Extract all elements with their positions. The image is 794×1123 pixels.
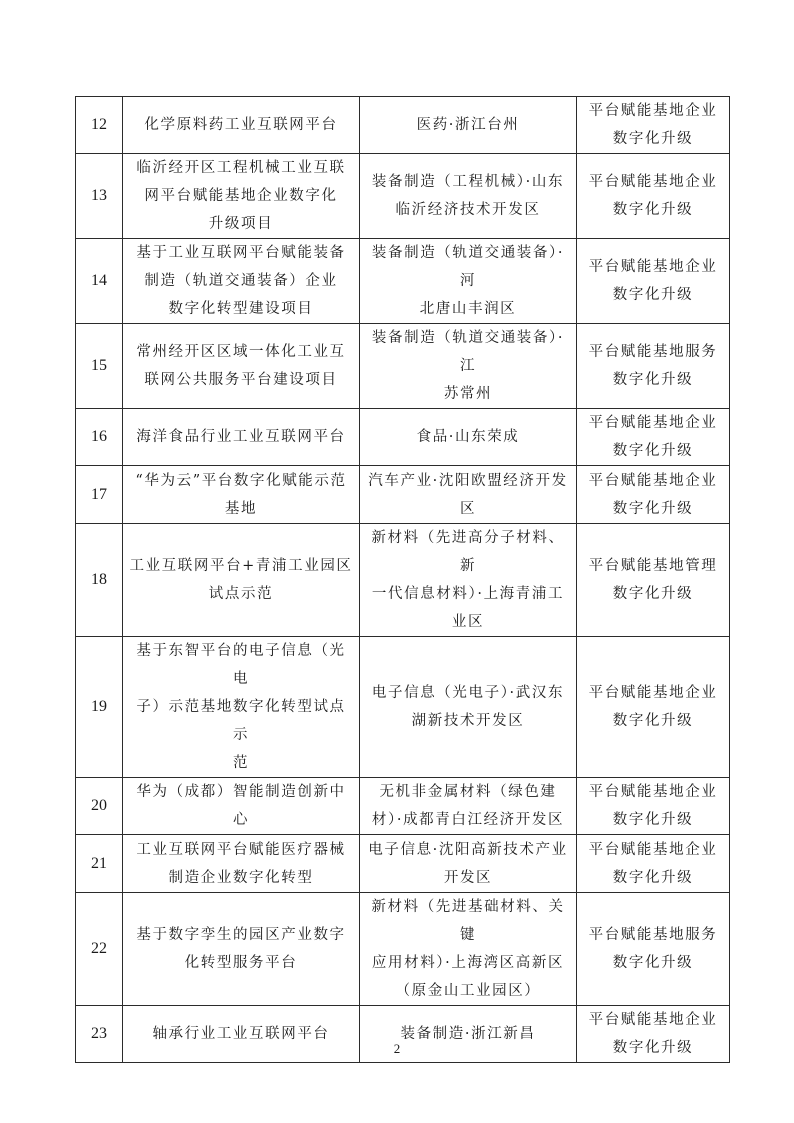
cell-text-line: 电子信息·沈阳高新技术产业 [368, 841, 568, 858]
cell-text-line: 电子信息（光电子）·武汉东 [371, 685, 565, 701]
cell-text-line: 数字化升级 [612, 812, 694, 828]
cell-text-line: 子）示范基地数字化转型试点示 [136, 699, 346, 743]
cell-text-line: 汽车产业·沈阳欧盟经济开发 [368, 472, 568, 489]
cell-text-line: 湖新技术开发区 [411, 713, 525, 729]
cell-text-line: 数字化升级 [612, 713, 694, 729]
cell-text-line: 平台赋能基地服务 [588, 927, 718, 943]
project-type-cell [577, 893, 730, 1006]
project-type-cell [577, 524, 730, 637]
table-row [76, 154, 730, 239]
row-number: 18 [76, 524, 123, 637]
project-type-cell [577, 154, 730, 239]
cell-text-line: （原金山工业园区） [395, 983, 541, 999]
cell-text-line: 业区 [451, 614, 485, 630]
cell-text-line: 临沂经济技术开发区 [395, 202, 541, 218]
cell-text-line: 平台赋能基地企业 [588, 103, 718, 119]
cell-text-line: “华为云”平台数字化赋能示范 [135, 472, 347, 489]
project-type-cell [577, 637, 730, 778]
cell-text-line: 轴承行业工业互联网平台 [152, 1026, 330, 1042]
industry-location-cell [360, 409, 577, 466]
table-row [76, 524, 730, 637]
cell-text-line: 联网公共服务平台建设项目 [144, 372, 338, 388]
project-name-cell [123, 239, 360, 324]
cell-text-line: 平台赋能基地企业 [588, 415, 718, 431]
cell-text-line: 临沂经开区工程机械工业互联 [136, 160, 346, 176]
project-name-cell [123, 154, 360, 239]
cell-text-line: 应用材料）·上海湾区高新区 [371, 955, 565, 971]
row-number: 22 [76, 893, 123, 1006]
row-number: 17 [76, 466, 123, 524]
page-number: 2 [393, 1041, 401, 1056]
project-name-cell [123, 637, 360, 778]
table-body [76, 97, 730, 1063]
table-row [76, 97, 730, 154]
cell-text-line: 数字化转型建设项目 [168, 301, 314, 317]
project-name-cell [123, 409, 360, 466]
cell-text-line: 数字化升级 [612, 1040, 694, 1056]
table-row [76, 778, 730, 835]
cell-text-line: 海洋食品行业工业互联网平台 [136, 429, 346, 445]
cell-text-line: 数字化升级 [612, 372, 694, 388]
row-number: 14 [76, 239, 123, 324]
cell-text-line: 平台赋能基地企业 [588, 174, 718, 190]
cell-text-line: 装备制造（轨道交通装备）·河 [371, 245, 565, 289]
cell-text-line: 平台赋能基地企业 [588, 685, 718, 701]
cell-text-line: 新材料（先进基础材料、关键 [371, 899, 565, 943]
cell-text-line: 区 [459, 500, 477, 517]
cell-text-line: 平台赋能基地管理 [588, 558, 718, 574]
cell-text-line: 华为（成都）智能制造创新中心 [136, 784, 346, 828]
row-number: 13 [76, 154, 123, 239]
table-row [76, 893, 730, 1006]
project-type-cell [577, 466, 730, 524]
project-name-cell [123, 466, 360, 524]
cell-text-line: 常州经开区区域一体化工业互 [136, 344, 346, 360]
table-row [76, 239, 730, 324]
industry-location-cell [360, 524, 577, 637]
row-number: 21 [76, 835, 123, 893]
cell-text-line: 材）·成都青白江经济开发区 [371, 812, 565, 828]
cell-text-line: 数字化升级 [612, 586, 694, 602]
cell-text-line: 制造（轨道交通装备）企业 [144, 273, 338, 289]
cell-text-line: 网平台赋能基地企业数字化 [144, 188, 338, 204]
industry-location-cell [360, 154, 577, 239]
cell-text-line: 装备制造（工程机械）·山东 [371, 174, 565, 190]
cell-text-line: 数字化升级 [612, 202, 694, 218]
project-name-cell [123, 893, 360, 1006]
cell-text-line: 工业互联网平台赋能医疗器械 [136, 841, 346, 858]
cell-text-line: 装备制造（轨道交通装备）·江 [371, 330, 565, 374]
cell-text-line: 平台赋能基地企业 [588, 472, 718, 489]
cell-text-line: 数字化升级 [612, 869, 694, 886]
table-row [76, 324, 730, 409]
project-list-table [75, 96, 730, 1063]
cell-text-line: 开发区 [443, 869, 493, 886]
cell-text-line: 试点示范 [208, 586, 274, 602]
table-row [76, 835, 730, 893]
project-name-cell [123, 778, 360, 835]
project-type-cell [577, 239, 730, 324]
project-type-cell [577, 778, 730, 835]
industry-location-cell [360, 97, 577, 154]
project-name-cell [123, 97, 360, 154]
industry-location-cell [360, 239, 577, 324]
cell-text-line: 苏常州 [443, 386, 493, 402]
table-row [76, 637, 730, 778]
cell-text-line: 平台赋能基地企业 [588, 841, 718, 858]
cell-text-line: 装备制造·浙江新昌 [400, 1026, 536, 1042]
cell-text-line: 工业互联网平台+青浦工业园区 [129, 558, 353, 574]
cell-text-line: 数字化升级 [612, 131, 694, 147]
industry-location-cell [360, 466, 577, 524]
cell-text-line: 数字化升级 [612, 443, 694, 459]
cell-text-line: 医药·浙江台州 [416, 117, 520, 133]
cell-text-line: 数字化升级 [612, 955, 694, 971]
cell-text-line: 平台赋能基地企业 [588, 259, 718, 275]
cell-text-line: 一代信息材料）·上海青浦工 [371, 586, 565, 602]
project-name-cell [123, 835, 360, 893]
cell-text-line: 升级项目 [208, 216, 274, 232]
project-name-cell [123, 524, 360, 637]
project-type-cell [577, 835, 730, 893]
cell-text-line: 北唐山丰润区 [419, 301, 517, 317]
cell-text-line: 化学原料药工业互联网平台 [144, 117, 338, 133]
project-name-cell [123, 324, 360, 409]
cell-text-line: 食品·山东荣成 [416, 429, 520, 445]
project-type-cell [577, 324, 730, 409]
industry-location-cell [360, 893, 577, 1006]
industry-location-cell [360, 324, 577, 409]
row-number: 16 [76, 409, 123, 466]
project-type-cell [577, 97, 730, 154]
row-number: 15 [76, 324, 123, 409]
cell-text-line: 平台赋能基地企业 [588, 1012, 718, 1028]
table-row [76, 466, 730, 524]
industry-location-cell [360, 835, 577, 893]
row-number: 20 [76, 778, 123, 835]
cell-text-line: 范 [232, 755, 250, 771]
table-row [76, 409, 730, 466]
cell-text-line: 数字化升级 [612, 500, 694, 517]
row-number: 19 [76, 637, 123, 778]
industry-location-cell [360, 637, 577, 778]
cell-text-line: 数字化升级 [612, 287, 694, 303]
cell-text-line: 基于东智平台的电子信息（光电 [136, 643, 346, 687]
cell-text-line: 化转型服务平台 [184, 955, 298, 971]
row-number: 23 [76, 1006, 123, 1063]
row-number: 12 [76, 97, 123, 154]
cell-text-line: 新材料（先进高分子材料、新 [371, 530, 565, 574]
industry-location-cell [360, 778, 577, 835]
project-type-cell [577, 409, 730, 466]
cell-text-line: 基地 [224, 500, 258, 517]
cell-text-line: 平台赋能基地企业 [588, 784, 718, 800]
cell-text-line: 无机非金属材料（绿色建 [379, 784, 557, 800]
cell-text-line: 基于数字孪生的园区产业数字 [136, 927, 346, 943]
cell-text-line: 制造企业数字化转型 [168, 869, 314, 886]
cell-text-line: 平台赋能基地服务 [588, 344, 718, 360]
cell-text-line: 基于工业互联网平台赋能装备 [136, 245, 346, 261]
